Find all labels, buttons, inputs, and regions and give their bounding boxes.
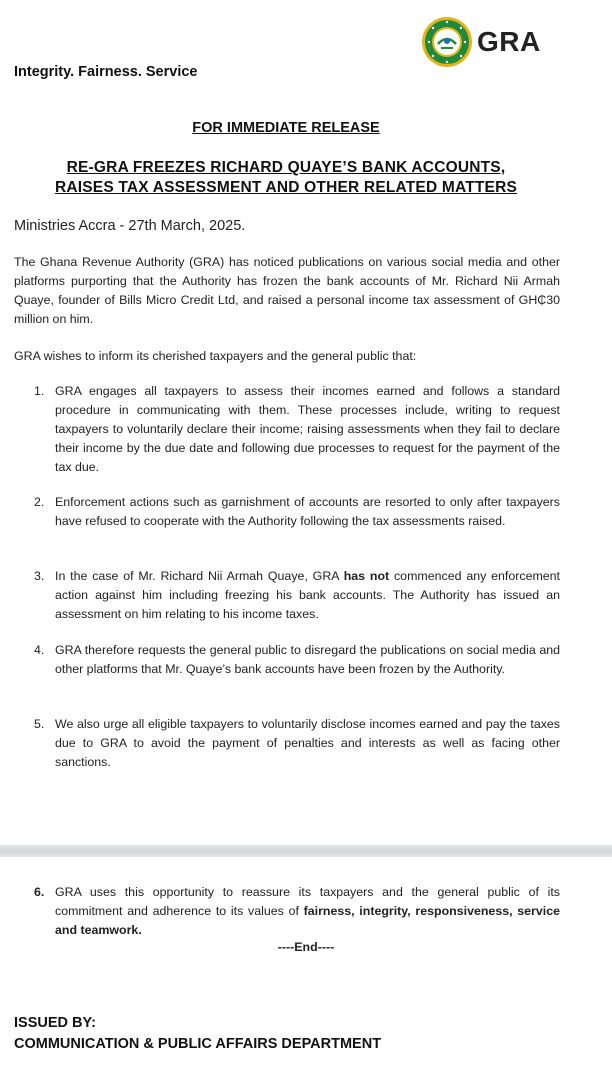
list-item (34, 641, 560, 679)
issuing-department: COMMUNICATION & PUBLIC AFFAIRS DEPARTMENT (14, 1036, 382, 1052)
end-marker: ----End---- (277, 940, 335, 954)
list-item (34, 715, 560, 772)
list-item-number: 5. (34, 717, 45, 731)
motto: Integrity. Fairness. Service (14, 64, 198, 80)
list-item-text-part: In the case of Mr. Richard Nii Armah Quaye, GRA (55, 569, 344, 583)
list-item-number: 6. (34, 885, 45, 899)
list-item-number: 2. (34, 495, 45, 509)
list-item (34, 883, 560, 940)
headline-line-2: RAISES TAX ASSESSMENT AND OTHER RELATED MATTERS (54, 179, 518, 196)
list-item-text: Enforcement actions such as garnishment of accounts are resorted to only after taxpayers have refused to cooperate with the Authority following the tax assessments raised. (55, 495, 560, 528)
emphasis-text: fairness, integrity, responsiveness, service and teamwork. (55, 904, 560, 937)
list-item-number: 4. (34, 643, 45, 657)
list-item-text (55, 567, 560, 624)
headline (0, 158, 572, 198)
issued-by-label: ISSUED BY: (14, 1015, 96, 1031)
page-separator (0, 845, 612, 857)
logo-wordmark: GRA (477, 26, 541, 57)
list-item-text: GRA engages all taxpayers to assess their incomes earned and follows a standard procedure in communicating with them. These processes include, writing to request taxpayers to voluntarily declare their income; raising assessments when they fail to declare their income by the due date and following due processes to request for the payment of the tax due. (55, 384, 560, 474)
list-item-number: 1. (34, 384, 45, 398)
lead-in-paragraph: GRA wishes to inform its cherished taxpayers and the general public that: (14, 349, 417, 363)
release-label: FOR IMMEDIATE RELEASE (192, 120, 380, 136)
dateline: Ministries Accra - 27th March, 2025. (14, 218, 246, 234)
emphasis-text: has not (343, 569, 390, 583)
list-item-text: We also urge all eligible taxpayers to voluntarily disclose incomes earned and pay the taxes due to GRA to avoid the payment of penalties and interests as well as facing other sanctions. (55, 717, 560, 769)
list-item-text (55, 883, 560, 940)
headline-line-1: RE-GRA FREEZES RICHARD QUAYE’S BANK ACCOUNTS, (66, 159, 506, 176)
list-item (34, 567, 560, 624)
list-item-number: 3. (34, 569, 45, 583)
list-item (34, 382, 560, 477)
gra-seal-icon (421, 16, 473, 68)
list-item (34, 493, 560, 531)
gra-logo (421, 16, 551, 70)
list-item-text-part: commenced any enforcement action against him including freezing his bank accounts. The Authority has issued an assessment on him relating to his income taxes. (55, 569, 561, 621)
list-item-text: GRA therefore requests the general public to disregard the publications on social media and other platforms that Mr. Quaye’s bank accounts have been frozen by the Authority. (55, 643, 560, 676)
intro-paragraph: The Ghana Revenue Authority (GRA) has noticed publications on various social media and other platforms purporting that the Authority has frozen the bank accounts of Mr. Richard Nii Armah Quaye, founder of Bills Micro Credit Ltd, and raised a personal income tax assessment of GH₵30 million on him. (14, 255, 560, 326)
list-item-text-part: GRA uses this opportunity to reassure its taxpayers and the general public of its commitment and adherence to its values of (55, 885, 560, 918)
